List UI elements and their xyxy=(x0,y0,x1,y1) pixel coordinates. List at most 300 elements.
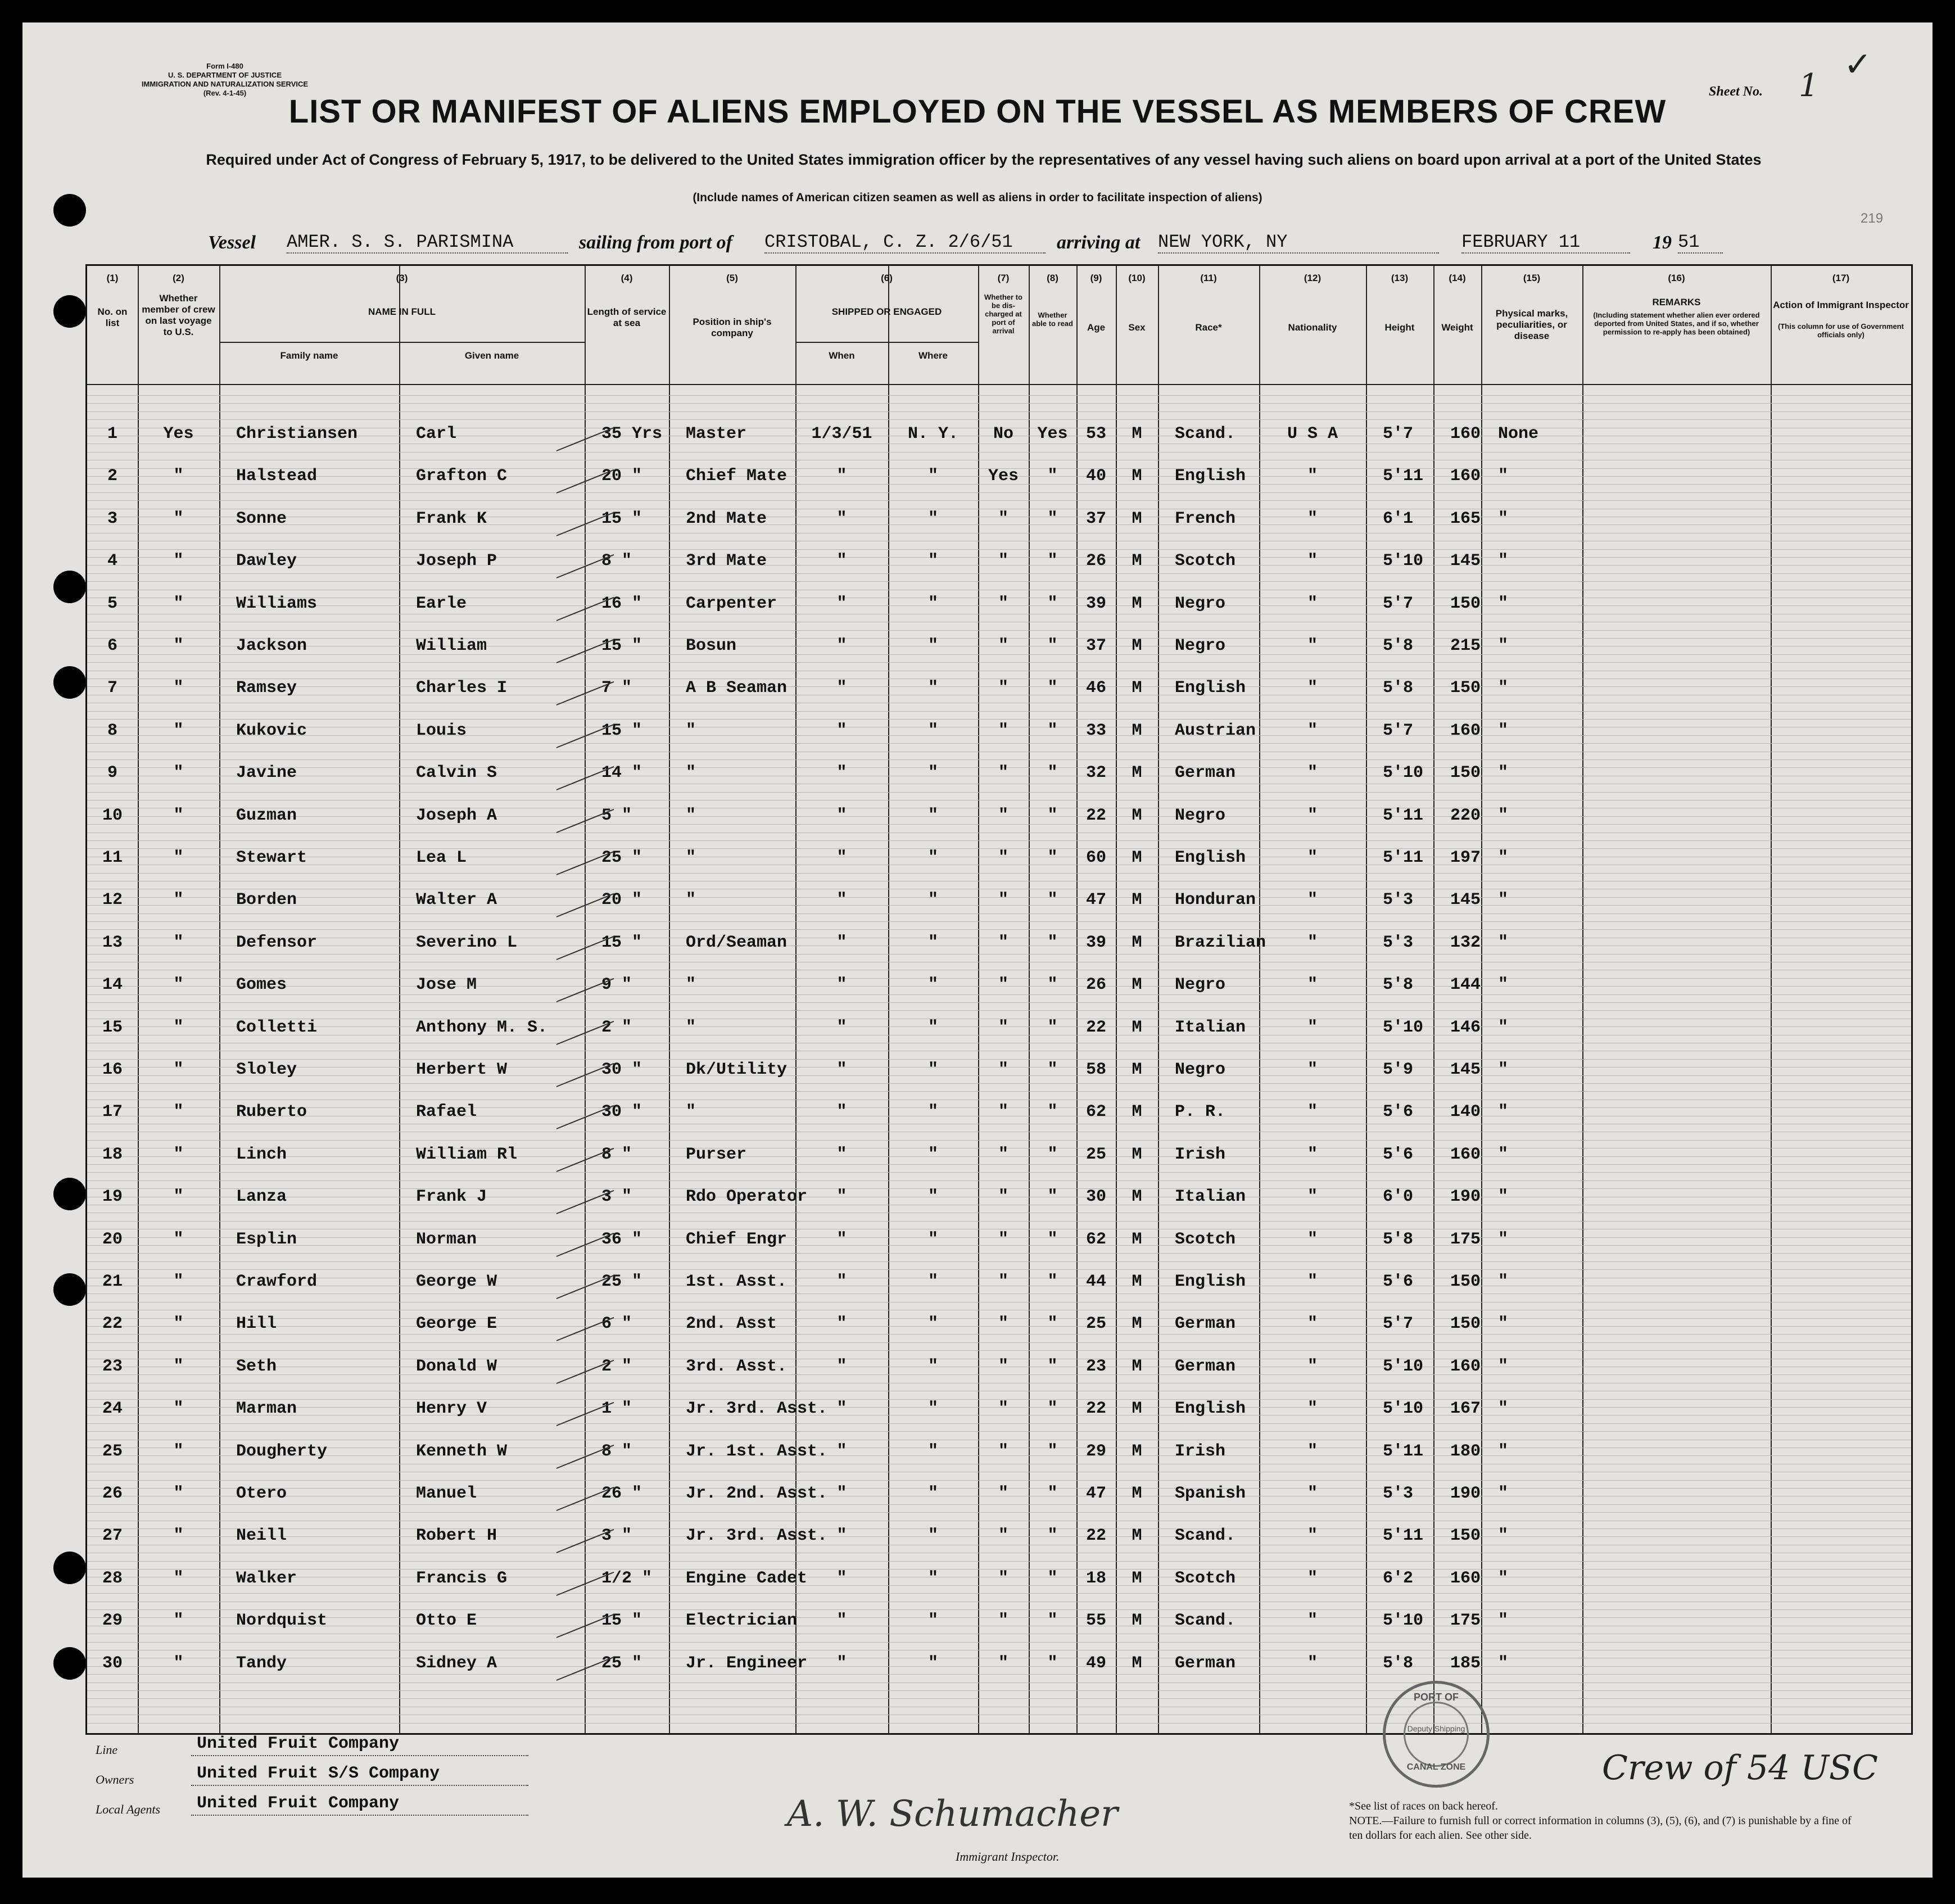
cell-no: 17 xyxy=(102,1102,123,1122)
cell-phys: " xyxy=(1498,975,1509,995)
cell-given: Frank J xyxy=(416,1187,487,1207)
cell-no: 24 xyxy=(102,1399,123,1419)
arrival-date: FEBRUARY 11 xyxy=(1461,232,1630,254)
cell-weight: 160 xyxy=(1450,424,1481,444)
cell-length: 3 " xyxy=(601,1187,632,1207)
year-prefix: 19 xyxy=(1653,232,1672,253)
cell-race: Irish xyxy=(1175,1441,1226,1461)
cell-no: 10 xyxy=(102,806,123,825)
cell-weight: 145 xyxy=(1450,1060,1481,1079)
cell-nat: " xyxy=(1307,848,1318,867)
cell-race: Negro xyxy=(1175,594,1226,613)
cell-read: " xyxy=(1047,509,1058,528)
cell-no: 14 xyxy=(102,975,123,995)
cell-no: 1 xyxy=(107,424,117,444)
cell-race: P. R. xyxy=(1175,1102,1226,1122)
cell-where: " xyxy=(927,975,938,995)
cell-given: George W xyxy=(416,1272,497,1291)
cell-family: Jackson xyxy=(236,636,307,655)
cell-disch: " xyxy=(998,636,1008,655)
cell-family: Crawford xyxy=(236,1272,318,1291)
cell-nat: " xyxy=(1307,763,1318,783)
ledger-rule xyxy=(87,1342,1911,1343)
sailing-label: sailing from port of xyxy=(579,232,732,253)
cell-race: Scotch xyxy=(1175,551,1236,571)
cell-family: Stewart xyxy=(236,848,307,867)
cell-when: " xyxy=(836,679,847,698)
cell-family: Kukovic xyxy=(236,721,307,740)
cell-family: Dawley xyxy=(236,551,297,571)
cell-length: 15 " xyxy=(601,636,642,655)
cell-disch: " xyxy=(998,1441,1008,1461)
ledger-rule xyxy=(87,1480,1911,1481)
cell-age: 30 xyxy=(1085,1187,1106,1207)
cell-no: 26 xyxy=(102,1484,123,1503)
cell-race: Italian xyxy=(1175,1017,1246,1037)
cell-race: Spanish xyxy=(1175,1484,1246,1503)
cell-height: 5'9 xyxy=(1383,1060,1414,1079)
cell-when: " xyxy=(836,1145,847,1164)
cell-no: 29 xyxy=(102,1611,123,1631)
cell-read: " xyxy=(1047,679,1058,698)
cell-nat: " xyxy=(1307,679,1318,698)
cell-age: 62 xyxy=(1085,1229,1106,1249)
cell-member: " xyxy=(173,679,184,698)
cell-length: 8 " xyxy=(601,1441,632,1461)
cell-disch: " xyxy=(998,1526,1008,1546)
cell-sex: M xyxy=(1132,1145,1142,1164)
cell-disch: " xyxy=(998,1568,1008,1588)
cell-height: 5'10 xyxy=(1383,1399,1424,1419)
header-c4: (4) xyxy=(621,273,633,283)
cell-read: " xyxy=(1047,1441,1058,1461)
cell-nat: " xyxy=(1307,1484,1318,1503)
cell-where: " xyxy=(927,594,938,613)
ledger-rule xyxy=(87,581,1911,582)
cell-position: " xyxy=(686,1017,696,1037)
cell-when: " xyxy=(836,1272,847,1291)
cell-when: " xyxy=(836,509,847,528)
cell-weight: 160 xyxy=(1450,1356,1481,1376)
cell-nat: " xyxy=(1307,1441,1318,1461)
cell-sex: M xyxy=(1132,551,1142,571)
column-divider xyxy=(138,266,139,1733)
cell-member: " xyxy=(173,1611,184,1631)
cell-where: " xyxy=(927,509,938,528)
cell-race: English xyxy=(1175,1399,1246,1419)
punch-hole xyxy=(53,295,86,328)
cell-member: " xyxy=(173,1568,184,1588)
cell-given: Earle xyxy=(416,594,467,613)
ledger-rule xyxy=(87,1593,1911,1594)
cell-disch: " xyxy=(998,1653,1008,1673)
cell-age: 58 xyxy=(1085,1060,1106,1079)
cell-phys: " xyxy=(1498,551,1509,571)
seal-top-text: PORT OF xyxy=(1414,1692,1459,1703)
cell-weight: 160 xyxy=(1450,1568,1481,1588)
cell-length: 30 " xyxy=(601,1060,642,1079)
cell-race: French xyxy=(1175,509,1236,528)
cell-member: " xyxy=(173,551,184,571)
ledger-rule xyxy=(87,711,1911,712)
cell-read: " xyxy=(1047,1187,1058,1207)
column-divider xyxy=(795,266,797,1733)
cell-no: 8 xyxy=(107,721,117,740)
cell-disch: No xyxy=(993,424,1013,444)
cell-read: " xyxy=(1047,763,1058,783)
crew-table xyxy=(85,264,1913,1735)
ledger-rule xyxy=(87,1350,1911,1351)
cell-position: Jr. Engineer xyxy=(686,1653,808,1673)
cell-when: " xyxy=(836,848,847,867)
cell-height: 5'10 xyxy=(1383,1356,1424,1376)
cell-sex: M xyxy=(1132,679,1142,698)
cell-phys: " xyxy=(1498,467,1509,486)
cell-disch: " xyxy=(998,1060,1008,1079)
cell-weight: 145 xyxy=(1450,551,1481,571)
cell-member: " xyxy=(173,1272,184,1291)
cell-age: 18 xyxy=(1085,1568,1106,1588)
cell-family: Javine xyxy=(236,763,297,783)
cell-length: 26 " xyxy=(601,1484,642,1503)
cell-sex: M xyxy=(1132,933,1142,952)
header-bottom-line xyxy=(87,384,1911,385)
cell-length: 25 " xyxy=(601,1272,642,1291)
column-divider xyxy=(1582,266,1583,1733)
cell-disch: " xyxy=(998,1314,1008,1334)
cell-age: 37 xyxy=(1085,509,1106,528)
cell-length: 2 " xyxy=(601,1017,632,1037)
cell-weight: 180 xyxy=(1450,1441,1481,1461)
cell-disch: " xyxy=(998,763,1008,783)
cell-age: 25 xyxy=(1085,1145,1106,1164)
cell-age: 26 xyxy=(1085,975,1106,995)
cell-no: 13 xyxy=(102,933,123,952)
ledger-rule xyxy=(87,1609,1911,1610)
cell-family: Gomes xyxy=(236,975,287,995)
cell-phys: " xyxy=(1498,1653,1509,1673)
cell-disch: " xyxy=(998,721,1008,740)
ledger-rule xyxy=(87,1690,1911,1691)
ledger-rule xyxy=(87,1723,1911,1724)
cell-read: " xyxy=(1047,975,1058,995)
cell-age: 32 xyxy=(1085,763,1106,783)
cell-position: 1st. Asst. xyxy=(686,1272,788,1291)
header-c8: (8) xyxy=(1047,273,1058,283)
cell-position: " xyxy=(686,763,696,783)
punch-hole xyxy=(53,1178,86,1210)
cell-position: Carpenter xyxy=(686,594,777,613)
ledger-rule xyxy=(87,1164,1911,1165)
cell-height: 5'7 xyxy=(1383,424,1414,444)
fine-note: NOTE.—Failure to furnish full or correct information in columns (3), (5), (6), and (7) is punishable by a fine of ten dollars for each alien. See other side. xyxy=(1349,1815,1852,1842)
cell-height: 5'10 xyxy=(1383,551,1424,571)
cell-when: " xyxy=(836,636,847,655)
cell-read: " xyxy=(1047,806,1058,825)
cell-member: " xyxy=(173,1017,184,1037)
cell-read: " xyxy=(1047,594,1058,613)
column-divider xyxy=(1116,266,1117,1733)
cell-race: Scotch xyxy=(1175,1568,1236,1588)
cell-length: 25 " xyxy=(601,848,642,867)
cell-no: 2 xyxy=(107,467,117,486)
cell-when: " xyxy=(836,467,847,486)
cell-nat: " xyxy=(1307,467,1318,486)
cell-race: German xyxy=(1175,1653,1236,1673)
ledger-rule xyxy=(87,452,1911,453)
column-divider xyxy=(888,266,889,1733)
cell-age: 25 xyxy=(1085,1314,1106,1334)
cell-race: English xyxy=(1175,1272,1246,1291)
cell-read: " xyxy=(1047,1568,1058,1588)
ledger-rule xyxy=(87,1010,1911,1011)
cell-when: " xyxy=(836,1441,847,1461)
header-length: Length of service at sea xyxy=(587,306,667,328)
cell-position: Master xyxy=(686,424,747,444)
cell-where: " xyxy=(927,1526,938,1546)
cell-sex: M xyxy=(1132,1568,1142,1588)
cell-family: Nordquist xyxy=(236,1611,328,1631)
cell-height: 6'0 xyxy=(1383,1187,1414,1207)
sheet-number: 1 xyxy=(1799,67,1819,104)
cell-member: " xyxy=(173,1399,184,1419)
cell-when: " xyxy=(836,1611,847,1631)
header-c13: (13) xyxy=(1391,273,1409,283)
cell-family: Linch xyxy=(236,1145,287,1164)
cell-no: 12 xyxy=(102,890,123,910)
cell-age: 55 xyxy=(1085,1611,1106,1631)
cell-family: Otero xyxy=(236,1484,287,1503)
cell-no: 15 xyxy=(102,1017,123,1037)
cell-disch: " xyxy=(998,551,1008,571)
cell-disch: " xyxy=(998,1272,1008,1291)
cell-no: 16 xyxy=(102,1060,123,1079)
cell-age: 40 xyxy=(1085,467,1106,486)
cell-race: Negro xyxy=(1175,975,1226,995)
cell-sex: M xyxy=(1132,1102,1142,1122)
cell-race: Negro xyxy=(1175,806,1226,825)
cell-height: 5'11 xyxy=(1383,1441,1424,1461)
cell-length: 15 " xyxy=(601,1611,642,1631)
cell-length: 20 " xyxy=(601,467,642,486)
cell-weight: 144 xyxy=(1450,975,1481,995)
ledger-rule xyxy=(87,662,1911,663)
ledger-rule xyxy=(87,743,1911,744)
cell-family: Colletti xyxy=(236,1017,318,1037)
cell-where: " xyxy=(927,636,938,655)
arrival-year: 51 xyxy=(1678,232,1723,254)
ledger-rule xyxy=(87,395,1911,396)
cell-given: Henry V xyxy=(416,1399,487,1419)
cell-phys: " xyxy=(1498,1187,1509,1207)
cell-read: " xyxy=(1047,1017,1058,1037)
cell-disch: " xyxy=(998,1187,1008,1207)
cell-given: Grafton C xyxy=(416,467,508,486)
cell-no: 3 xyxy=(107,509,117,528)
voyage-line xyxy=(22,228,1933,256)
ledger-rule xyxy=(87,954,1911,955)
cell-member: " xyxy=(173,594,184,613)
cell-where: " xyxy=(927,1102,938,1122)
cell-disch: " xyxy=(998,679,1008,698)
cell-disch: Yes xyxy=(988,467,1019,486)
cell-where: " xyxy=(927,679,938,698)
cell-no: 28 xyxy=(102,1568,123,1588)
cell-disch: " xyxy=(998,1399,1008,1419)
cell-height: 5'3 xyxy=(1383,1484,1414,1503)
cell-sex: M xyxy=(1132,1356,1142,1376)
include-note: (Include names of American citizen seamen as well as aliens in order to facilitate inspection of aliens) xyxy=(693,191,1262,204)
cell-member: " xyxy=(173,890,184,910)
header-read: Whether able to read xyxy=(1032,311,1073,328)
ledger-rule xyxy=(87,1674,1911,1675)
column-divider xyxy=(399,266,400,1733)
cell-sex: M xyxy=(1132,467,1142,486)
ledger-rule xyxy=(87,719,1911,720)
cell-length: 1/2 " xyxy=(601,1568,653,1588)
cell-no: 22 xyxy=(102,1314,123,1334)
cell-family: Tandy xyxy=(236,1653,287,1673)
seal-middle-text: Deputy Shipping xyxy=(1407,1724,1465,1733)
cell-phys: " xyxy=(1498,1272,1509,1291)
stamp-number: 219 xyxy=(1861,211,1884,226)
cell-weight: 140 xyxy=(1450,1102,1481,1122)
cell-disch: " xyxy=(998,806,1008,825)
cell-weight: 150 xyxy=(1450,679,1481,698)
cell-phys: " xyxy=(1498,890,1509,910)
cell-weight: 175 xyxy=(1450,1611,1481,1631)
cell-length: 14 " xyxy=(601,763,642,783)
ledger-rule xyxy=(87,921,1911,922)
column-divider xyxy=(1771,266,1772,1733)
ledger-rule xyxy=(87,1302,1911,1303)
cell-no: 21 xyxy=(102,1272,123,1291)
header-c6: (6) xyxy=(881,273,893,283)
cell-position: " xyxy=(686,848,696,867)
cell-race: Irish xyxy=(1175,1145,1226,1164)
cell-race: Austrian xyxy=(1175,721,1256,740)
cell-read: " xyxy=(1047,551,1058,571)
cell-where: " xyxy=(927,1060,938,1079)
cell-where: " xyxy=(927,1399,938,1419)
cell-length: 15 " xyxy=(601,721,642,740)
cell-given: Sidney A xyxy=(416,1653,497,1673)
owners-value: United Fruit S/S Company xyxy=(197,1764,440,1783)
cell-weight: 160 xyxy=(1450,1145,1481,1164)
cell-where: N. Y. xyxy=(907,424,958,444)
cell-read: " xyxy=(1047,1356,1058,1376)
cell-phys: " xyxy=(1498,1484,1509,1503)
port-seal xyxy=(1383,1681,1490,1788)
cell-height: 5'7 xyxy=(1383,1314,1414,1334)
cell-member: " xyxy=(173,1145,184,1164)
cell-position: Jr. 3rd. Asst. xyxy=(686,1526,828,1546)
cell-age: 23 xyxy=(1085,1356,1106,1376)
cell-race: English xyxy=(1175,679,1246,698)
cell-given: Norman xyxy=(416,1229,477,1249)
cell-when: " xyxy=(836,1017,847,1037)
cell-position: Engine Cadet xyxy=(686,1568,808,1588)
header-c11: (11) xyxy=(1200,273,1217,283)
cell-member: " xyxy=(173,848,184,867)
cell-read: " xyxy=(1047,1272,1058,1291)
cell-nat: U S A xyxy=(1287,424,1338,444)
cell-family: Sloley xyxy=(236,1060,297,1079)
cell-nat: " xyxy=(1307,1356,1318,1376)
cell-phys: " xyxy=(1498,1229,1509,1249)
ledger-rule xyxy=(87,1261,1911,1262)
header-c7: (7) xyxy=(997,273,1010,283)
header-sex: Sex xyxy=(1128,322,1146,333)
cell-position: 2nd. Asst xyxy=(686,1314,777,1334)
cell-height: 5'7 xyxy=(1383,594,1414,613)
cell-nat: " xyxy=(1307,1568,1318,1588)
cell-no: 27 xyxy=(102,1526,123,1546)
cell-no: 23 xyxy=(102,1356,123,1376)
ledger-rule xyxy=(87,1642,1911,1643)
ledger-rule xyxy=(87,800,1911,801)
agents-value: United Fruit Company xyxy=(197,1794,400,1813)
ledger-rule xyxy=(87,1561,1911,1562)
cell-weight: 220 xyxy=(1450,806,1481,825)
cell-no: 20 xyxy=(102,1229,123,1249)
cell-nat: " xyxy=(1307,551,1318,571)
cell-when: " xyxy=(836,933,847,952)
cell-nat: " xyxy=(1307,636,1318,655)
cell-nat: " xyxy=(1307,594,1318,613)
cell-disch: " xyxy=(998,1145,1008,1164)
cell-member: " xyxy=(173,636,184,655)
cell-length: 25 " xyxy=(601,1653,642,1673)
cell-height: 5'10 xyxy=(1383,763,1424,783)
cell-where: " xyxy=(927,1484,938,1503)
line-underline xyxy=(191,1755,528,1756)
cell-family: Defensor xyxy=(236,933,318,952)
ledger-rule xyxy=(87,573,1911,574)
cell-race: German xyxy=(1175,1356,1236,1376)
header-member: Whether member of crew on last voyage to U.S. xyxy=(142,293,215,337)
ledger-rule xyxy=(87,1253,1911,1254)
cell-position: Rdo Operator xyxy=(686,1187,808,1207)
cell-position: Jr. 3rd. Asst. xyxy=(686,1399,828,1419)
cell-read: " xyxy=(1047,467,1058,486)
cell-read: " xyxy=(1047,636,1058,655)
header-remarks: REMARKS xyxy=(1652,297,1701,307)
cell-member: " xyxy=(173,1653,184,1673)
cell-age: 33 xyxy=(1085,721,1106,740)
cell-given: Carl xyxy=(416,424,457,444)
cell-read: " xyxy=(1047,1145,1058,1164)
cell-disch: " xyxy=(998,1484,1008,1503)
ledger-rule xyxy=(87,1423,1911,1424)
cell-weight: 160 xyxy=(1450,467,1481,486)
inspector-signature: A. W. Schumacher xyxy=(787,1793,1118,1835)
cell-height: 5'6 xyxy=(1383,1145,1414,1164)
cell-height: 5'8 xyxy=(1383,975,1414,995)
cell-nat: " xyxy=(1307,1314,1318,1334)
header-name_in_full: NAME IN FULL xyxy=(368,306,436,317)
cell-phys: " xyxy=(1498,1611,1509,1631)
cell-position: Bosun xyxy=(686,636,737,655)
cell-family: Guzman xyxy=(236,806,297,825)
cell-phys: " xyxy=(1498,1568,1509,1588)
page-title: LIST OR MANIFEST OF ALIENS EMPLOYED ON THE VESSEL AS MEMBERS OF CREW xyxy=(288,93,1667,130)
cell-length: 5 " xyxy=(601,806,632,825)
cell-phys: " xyxy=(1498,1314,1509,1334)
cell-nat: " xyxy=(1307,1017,1318,1037)
line-value: United Fruit Company xyxy=(197,1734,400,1753)
ledger-rule xyxy=(87,840,1911,841)
